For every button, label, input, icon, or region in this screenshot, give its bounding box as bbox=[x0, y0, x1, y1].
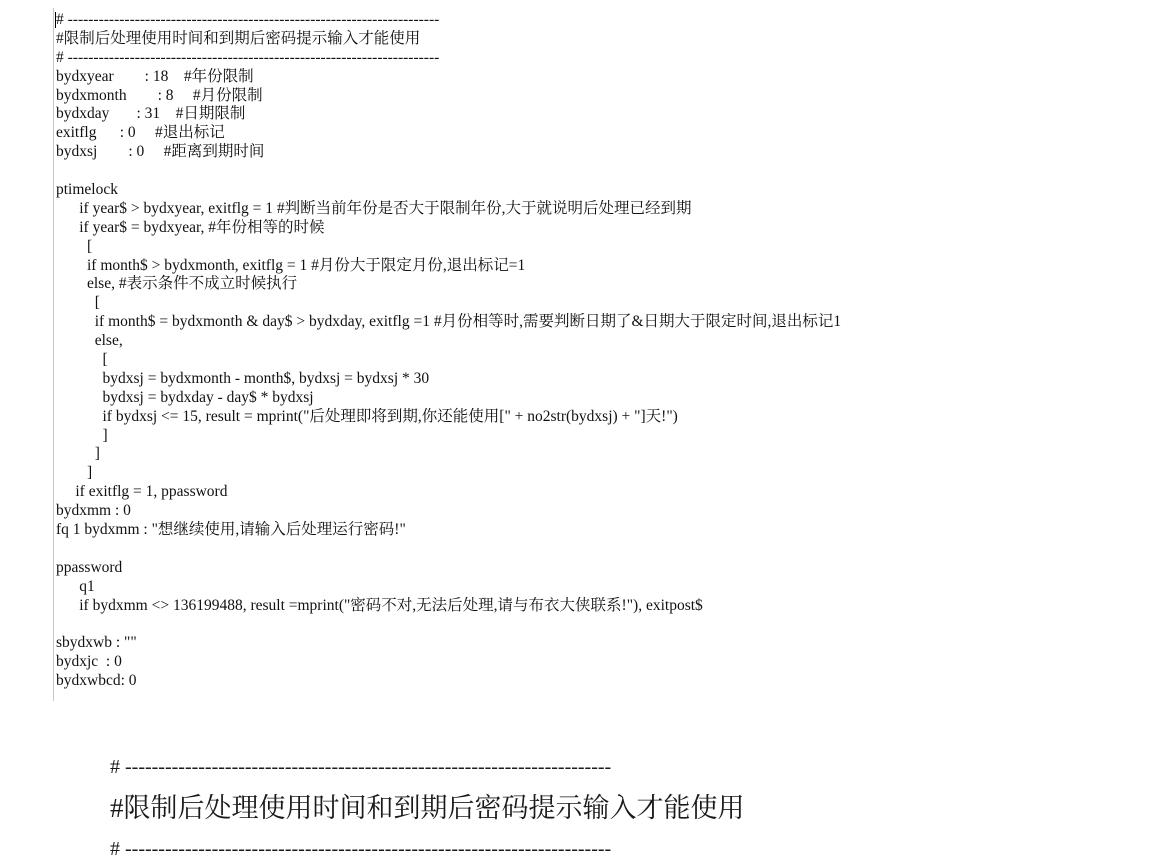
code-line: if month$ > bydxmonth, exitflg = 1 #月份大于限定月份,退出标记=1 bbox=[56, 256, 526, 274]
code-line: if year$ > bydxyear, exitflg = 1 #判断当前年份是否大于限制年份,大于就说明后处理已经到期 bbox=[56, 199, 692, 217]
code-line: [ bbox=[56, 351, 108, 369]
code-line: if year$ = bydxyear, #年份相等的时候 bbox=[56, 218, 325, 236]
code-line bbox=[56, 540, 841, 559]
code-line: bydxsj = bydxmonth - month$, bydxsj = bydxsj * 30 bbox=[56, 369, 430, 387]
code-line: ] bbox=[56, 464, 93, 482]
code-line: bydxyear : 18 #年份限制 bbox=[56, 67, 254, 85]
code-line: q1 bbox=[56, 577, 95, 595]
code-line: bydxday : 31 #日期限制 bbox=[56, 105, 246, 123]
code-line: if bydxmm <> 136199488, result =mprint("密码不对,无法后处理,请与布衣大侠联系!"), exitpost$ bbox=[56, 596, 703, 614]
document-text-block bbox=[110, 752, 850, 864]
code-line: bydxmm : 0 bbox=[56, 502, 131, 520]
code-line: [ bbox=[56, 237, 93, 255]
code-line: ] bbox=[56, 426, 108, 444]
code-line: #限制后处理使用时间和到期后密码提示输入才能使用 bbox=[56, 29, 421, 47]
code-line: [ bbox=[56, 294, 100, 312]
code-line bbox=[56, 616, 841, 635]
text-cursor bbox=[55, 12, 56, 28]
code-line: bydxmonth : 8 #月份限制 bbox=[56, 86, 263, 104]
code-line: bydxsj = bydxday - day$ * bydxsj bbox=[56, 388, 314, 406]
code-line: if month$ = bydxmonth & day$ > bydxday, exitflg =1 #月份相等时,需要判断日期了&日期大于限定时间,退出标记1 bbox=[56, 313, 842, 331]
code-line: fq 1 bydxmm : "想继续使用,请输入后处理运行密码!" bbox=[56, 521, 406, 539]
editor-gutter-border bbox=[53, 8, 54, 701]
code-text[interactable] bbox=[56, 11, 841, 691]
code-line: if exitflg = 1, ppassword bbox=[56, 483, 228, 501]
code-line: exitflg : 0 #退出标记 bbox=[56, 124, 225, 142]
code-line bbox=[56, 162, 841, 181]
document-title: #限制后处理使用时间和到期后密码提示输入才能使用 bbox=[110, 793, 745, 823]
code-line: bydxwbcd: 0 bbox=[56, 672, 137, 690]
code-line: ] bbox=[56, 445, 100, 463]
code-line: ptimelock bbox=[56, 181, 118, 199]
code-line: bydxjc : 0 bbox=[56, 653, 122, 671]
separator-line-top: # ------------------------------------------------------------------------- bbox=[110, 756, 612, 778]
code-line: ppassword bbox=[56, 558, 123, 576]
code-line: else, #表示条件不成立时候执行 bbox=[56, 275, 298, 293]
separator-line-bottom: # ------------------------------------------------------------------------- bbox=[110, 838, 612, 860]
code-line: # ------------------------------------------------------------------------ bbox=[56, 11, 440, 28]
code-line: sbydxwb : "" bbox=[56, 634, 137, 652]
code-line: bydxsj : 0 #距离到期时间 bbox=[56, 143, 265, 161]
code-line: else, bbox=[56, 332, 123, 350]
code-line: # ------------------------------------------------------------------------ bbox=[56, 48, 440, 66]
code-line: if bydxsj <= 15, result = mprint("后处理即将到期,你还能使用[" + no2str(bydxsj) + "]天!") bbox=[56, 407, 678, 425]
